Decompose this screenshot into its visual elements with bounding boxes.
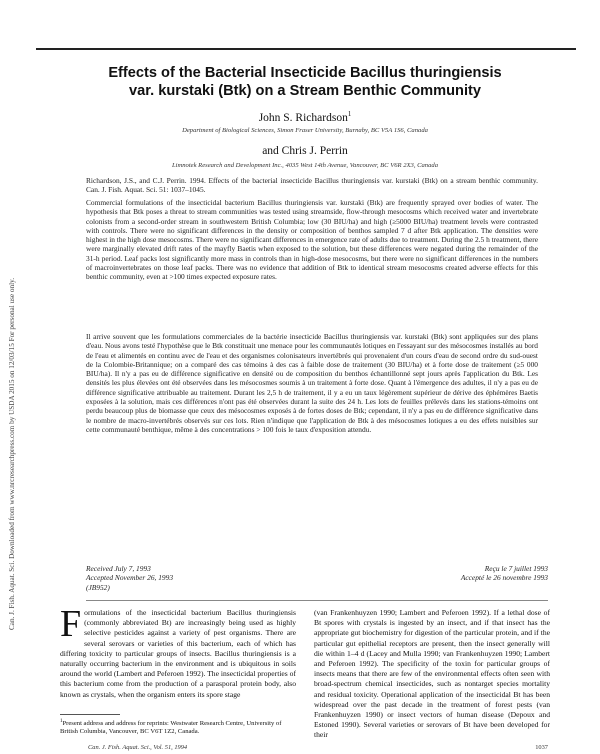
footnote xyxy=(60,718,296,736)
received-dates-en xyxy=(86,564,173,592)
body-left-column xyxy=(60,608,296,708)
author-1-footnote-mark: 1 xyxy=(347,110,352,118)
author-1-name: John S. Richardson xyxy=(258,111,348,124)
title-line-2: var. kurstaki (Btk) on a Stream Benthic Community xyxy=(129,83,481,99)
received-dates-fr xyxy=(461,564,548,583)
article-title xyxy=(60,64,550,100)
author-1 xyxy=(60,110,550,124)
footnote-text: Present address and address for reprints: Westwater Research Centre, University of British Columbia, Vancouver, BC V6T 1Z2, Canada. xyxy=(60,720,282,736)
section-rule xyxy=(86,600,548,601)
accepte-date: Accepté le 26 novembre 1993 xyxy=(460,573,548,583)
running-footer-journal: Can. J. Fish. Aquat. Sci., Vol. 51, 1994 xyxy=(88,744,188,751)
manuscript-id: (JB952) xyxy=(86,582,110,592)
recu-date: Reçu le 7 juillet 1993 xyxy=(484,564,548,573)
citation: Richardson, J.S., and C.J. Perrin. 1994. Effects of the bacterial insecticide Bacillus thuringiensis var. kurstaki (Btk) on a stream benthic community. Can. J. Fish. Aquat. Sci. 51: 1037–1045. xyxy=(86,176,538,195)
author-2: and Chris J. Perrin xyxy=(262,145,348,157)
body-right-column: (van Frankenhuyzen 1990; Lambert and Peferoen 1992). If a lethal dose of Bt spores with crystals is ingested by an insect, and if that insect has the appropriate gut biochemistry for digestion of the particular protein, and if the particular gut epithelial receptors are present, then the insect generally will die within 1–4 d (Lacey and Mulla 1990; van Frankenhuyzen 1990; Lambert and Peferoen 1992). The specificity of the toxin for particular groups of insects means that there are few of the environmental effects often seen with broad-spectrum chemical insecticides, such as nontarget species mortality and residual toxicity. Operational application of the insecticidal Bt has been widespread over the past decade in the treatment of forest pests (van Frankenhuyzen 1990) or insect vectors of human disease (Depoux and Estoned 1990). Several varieties or serovars of Bt have been developed for their xyxy=(314,608,550,740)
abstract-english: Commercial formulations of the insecticidal bacterium Bacillus thuringiensis var. kurstaki (Btk) are frequently sprayed over bodies of water. The hypothesis that Btk poses a threat to stream communities was tested using streamside, flow-through mesocosms which received water and invertebrate colonists from a second-order stream in southwestern British Columbia; low (30 BIU/ha) and high (≥5000 BIU/ha) treatment levels were contrasted with controls. There were no significant differences in the density or composition of benthos sampled 7 d after Btk application. The densities were highest in the high dose mesocosms. There were no significant differences in emergence rate of adults due to treatment. During the 2.5 h treatment, there were marginally elevated drift rates of the mayfly Baetis when exposed to the solution, but these differences were negated during the remainder of the 31-h period. Leaf packs lost significantly more mass in controls than in high-dose mesocosms, but there were no significant differences in the numbers of macroinvertebrates on those leaf packs. There was no evidence that addition of Btk to identical stream mesocosms created adverse effects for this benthic community, even at >100 times expected exposure rates. xyxy=(86,198,538,282)
abstract-french: Il arrive souvent que les formulations commerciales de la bactérie insecticide Bacillus thuringiensis var. kurstaki (Btk) sont appliquées sur des plans d'eau. Nous avons testé l'hypothèse que le Btk constituait une menace pour les communautés lotiques en l'essayant sur des mésocosmes installés au bord de l'eau et alimentés en continu avec de l'eau et des organismes colonisateurs invertébrés qui provenaient d'un cours d'eau de second ordre du sud-ouest de la Colombie-Britannique; on a comparé des cas témoins à des cas à faible dose de traitement (30 BIU/ha) et à forte dose de traitement (≥5 000 BIU/ha). Il n'y a pas eu de différence significative en densité ou de composition du benthos échantillonné sept jours après l'application du Btk. Les densités les plus élevées ont été observées dans les mésocosmes soumis à un traitement à forte dose. Quant à l'émergence des adultes, il n'y a pas eu de différence significative attribuable au traitement. Durant les 2,5 h de traitement, il y a eu un taux légèrement supérieur de dérive des éphémères Baetis exposées à la solution, mais ces différences n'ont pas été observées durant la suite des 24 h. Les lots de feuilles prélevés dans les stations-témoins ont perdu beaucoup plus de biomasse que ceux des mésocosmes exposés à de fortes doses de Btk; cependant, il n'y a pas eu de différence significative dans le nombre de macro-invertébrés observés sur ces lots. Rien n'indique que l'application de Btk à des mésocosmes lotiques a eu des effets nuisibles sur cette communauté benthique, même à des concentrations > 100 fois le taux d'exposition attendu. xyxy=(86,332,538,434)
footnote-mark: 1 xyxy=(60,719,63,724)
download-sideband xyxy=(2,110,22,630)
affiliation-2: Limnotek Research and Development Inc., 4035 West 14th Avenue, Vancouver, BC V6R 2X3, Canada xyxy=(171,162,438,169)
title-line-1: Effects of the Bacterial Insecticide Bacillus thuringiensis xyxy=(108,65,502,81)
sideband-text: Can. J. Fish. Aquat. Sci. Downloaded from www.nrcresearchpress.com by USDA 2015 on 12/03/15 For personal use only. xyxy=(8,277,16,630)
top-rule xyxy=(36,48,576,50)
affiliation-1: Department of Biological Sciences, Simon Fraser University, Burnaby, BC V5A 1S6, Canada xyxy=(182,127,428,134)
page-number: 1037 xyxy=(535,744,548,751)
drop-cap: F xyxy=(60,608,82,645)
received-date: Received July 7, 1993 xyxy=(86,564,151,573)
footnote-rule xyxy=(60,714,120,715)
body-left-text: ormulations of the insecticidal bacterium Bacillus thuringiensis (commonly abbreviated Bt) are increasingly being used as highly selective pesticides against a variety of pest organisms. There are several serovars or varieties of this bacterium, each of which has differing toxicity to particular groups of insects. Bacillus thuringiensis is a naturally occurring bacterium in the environment and is ubiquitous in soils around the world (Lambert and Peferoen 1992). The insecticidal properties of this bacterium come from the production of a parasporal protein body, also known as crystals, when the organism enters its spore stage xyxy=(60,608,296,699)
accepted-date: Accepted November 26, 1993 xyxy=(86,573,174,583)
